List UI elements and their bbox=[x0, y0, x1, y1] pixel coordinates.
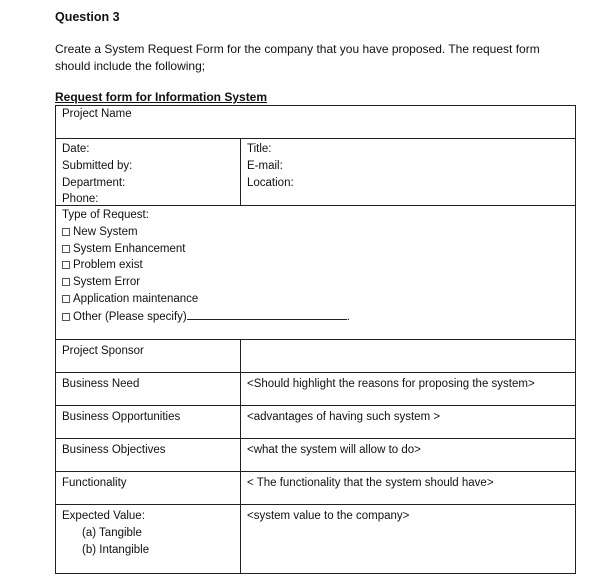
business-need-label: Business Need bbox=[62, 378, 140, 390]
business-opportunities-value-cell bbox=[240, 405, 576, 439]
checkbox-icon[interactable] bbox=[62, 278, 70, 286]
option-label: New System bbox=[73, 225, 138, 238]
business-objectives-value: <what the system will allow to do> bbox=[247, 444, 421, 456]
option-problem-exist[interactable] bbox=[62, 257, 575, 274]
project-name-label: Project Name bbox=[62, 108, 132, 120]
instructions-line-2: should include the following; bbox=[55, 58, 206, 73]
option-system-enhancement[interactable] bbox=[62, 241, 575, 258]
specify-line[interactable] bbox=[187, 308, 347, 320]
submitted-by-label: Submitted by: bbox=[62, 159, 133, 172]
email-label: E-mail: bbox=[247, 159, 283, 172]
contact-right-cell bbox=[240, 138, 576, 206]
request-type-label: Type of Request: bbox=[62, 209, 149, 221]
expected-value-label: Expected Value: bbox=[62, 510, 145, 522]
checkbox-icon[interactable] bbox=[62, 245, 70, 253]
option-label: Other (Please specify) bbox=[73, 310, 187, 323]
request-type-cell bbox=[55, 205, 576, 340]
business-opportunities-label-cell bbox=[55, 405, 241, 439]
option-application-maintenance[interactable] bbox=[62, 291, 575, 308]
functionality-label: Functionality bbox=[62, 477, 127, 489]
phone-label: Phone: bbox=[62, 193, 99, 206]
business-objectives-label: Business Objectives bbox=[62, 444, 166, 456]
expected-value-label-cell bbox=[55, 504, 241, 574]
option-new-system[interactable] bbox=[62, 224, 575, 241]
question-title: Question 3 bbox=[55, 10, 120, 24]
date-label: Date: bbox=[62, 143, 90, 155]
business-need-label-cell bbox=[55, 372, 241, 406]
tangible-item: (a) Tangible bbox=[82, 526, 142, 539]
expected-value-value-cell bbox=[240, 504, 576, 574]
trailing-period: . bbox=[346, 310, 350, 323]
option-system-error[interactable] bbox=[62, 274, 575, 291]
business-opportunities-label: Business Opportunities bbox=[62, 411, 181, 423]
project-sponsor-label: Project Sponsor bbox=[62, 345, 144, 357]
functionality-value: < The functionality that the system should have> bbox=[247, 477, 494, 489]
option-label: Application maintenance bbox=[73, 292, 199, 305]
expected-value-value: <system value to the company> bbox=[247, 510, 410, 522]
business-need-value: <Should highlight the reasons for proposing the system> bbox=[247, 378, 535, 390]
project-sponsor-value-cell bbox=[240, 339, 576, 373]
project-sponsor-label-cell bbox=[55, 339, 241, 373]
functionality-label-cell bbox=[55, 471, 241, 505]
instructions-line-1: Create a System Request Form for the company that you have proposed. The request form bbox=[55, 42, 540, 56]
business-need-value-cell bbox=[240, 372, 576, 406]
option-label: System Enhancement bbox=[73, 242, 186, 255]
option-label: Problem exist bbox=[73, 259, 143, 272]
functionality-value-cell bbox=[240, 471, 576, 505]
intangible-item: (b) Intangible bbox=[82, 543, 150, 556]
business-opportunities-value: <advantages of having such system > bbox=[247, 411, 441, 423]
location-label: Location: bbox=[247, 176, 294, 189]
checkbox-icon[interactable] bbox=[62, 313, 70, 321]
form-title: Request form for Information System bbox=[55, 90, 268, 104]
project-name-cell bbox=[55, 105, 576, 139]
checkbox-icon[interactable] bbox=[62, 261, 70, 269]
option-other[interactable] bbox=[62, 308, 575, 326]
business-objectives-value-cell bbox=[240, 438, 576, 472]
instructions bbox=[55, 41, 575, 74]
department-label: Department: bbox=[62, 176, 126, 189]
checkbox-icon[interactable] bbox=[62, 228, 70, 236]
title-label: Title: bbox=[247, 143, 272, 155]
option-label: System Error bbox=[73, 276, 141, 289]
business-objectives-label-cell bbox=[55, 438, 241, 472]
contact-left-cell bbox=[55, 138, 241, 206]
checkbox-icon[interactable] bbox=[62, 295, 70, 303]
